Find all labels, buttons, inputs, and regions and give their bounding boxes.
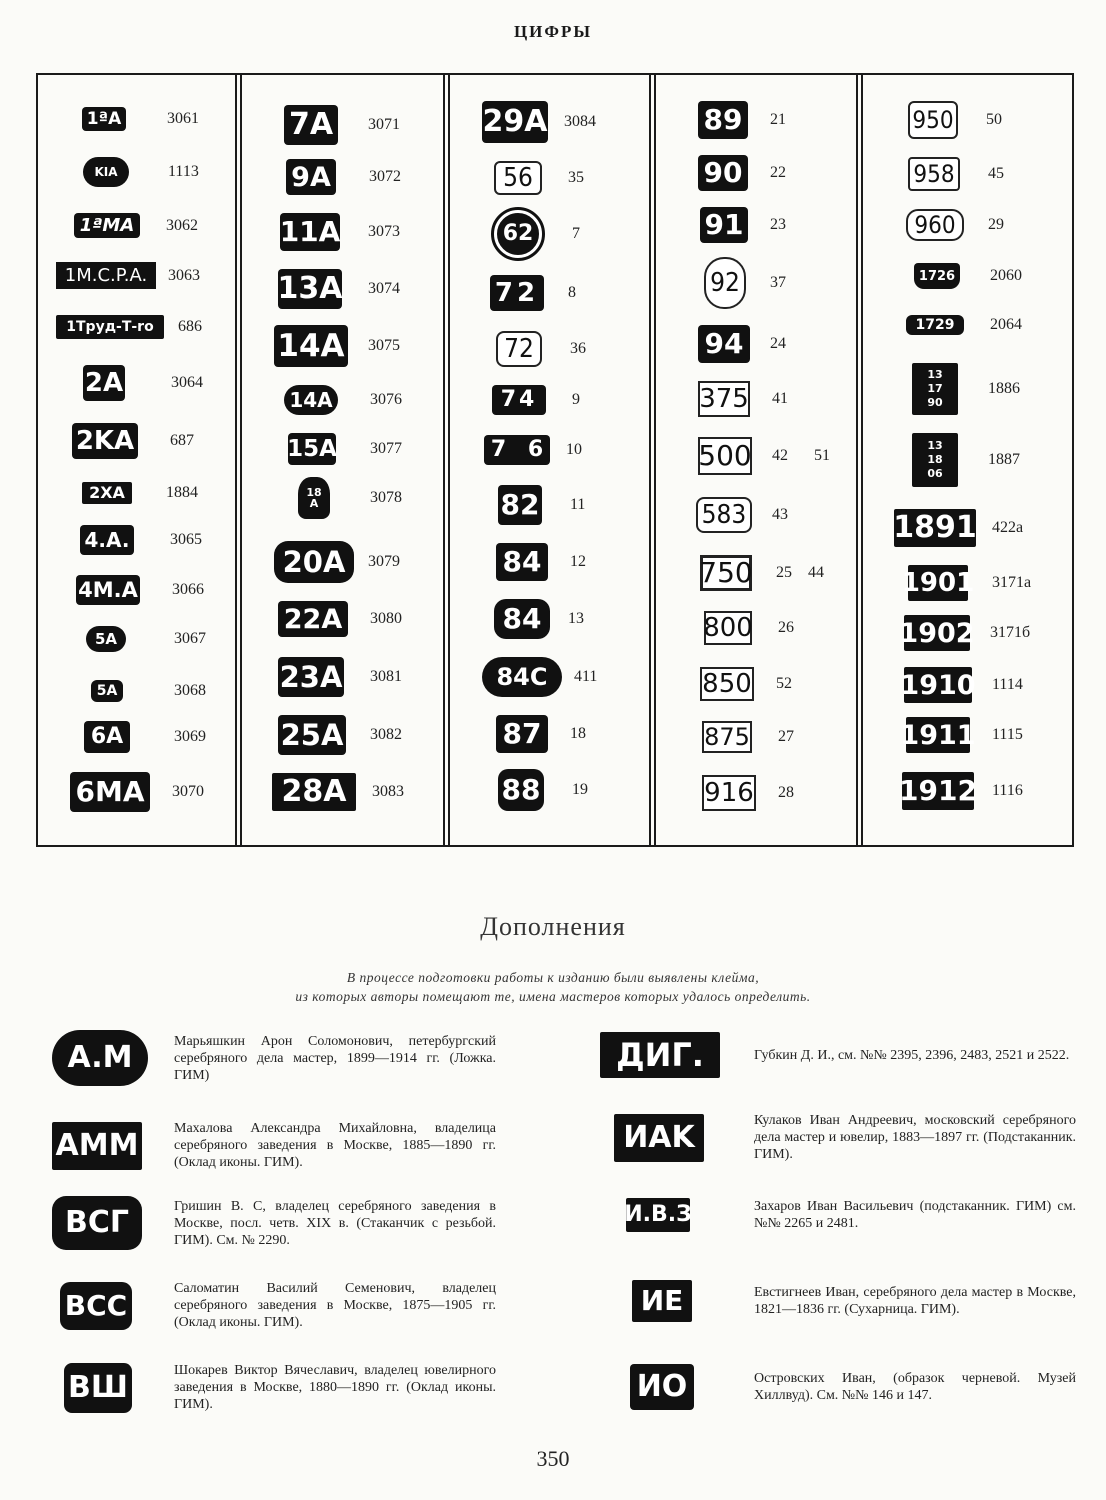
hallmark: 7A [284, 105, 338, 145]
entry-description: Махалова Александра Михайловна, владелица серебряного заведения в Москве, 1885—1890 гг. (Оклад иконы. ГИМ). [174, 1121, 496, 1170]
catalog-number: 3171б [990, 624, 1031, 641]
hallmark: 88 [498, 769, 544, 811]
hallmark: 25A [278, 715, 346, 755]
hallmark: KIA [83, 157, 129, 187]
entry-description: Шокарев Виктор Вячеславич, владелец ювелирного заведения в Москве, 1880—1890 гг. (Оклад иконы. ГИМ). [174, 1363, 496, 1412]
mark-row [914, 263, 1022, 289]
hallmark: 13 17 90 [912, 363, 958, 415]
hallmark: 4M.A [76, 575, 140, 605]
catalog-number: 7 [572, 225, 580, 242]
catalog-number: 3073 [368, 223, 400, 240]
hallmark: 1910 [904, 667, 972, 703]
hallmark: ИAK [614, 1114, 704, 1162]
mark-row [83, 365, 203, 401]
hallmark: 850 [700, 667, 754, 701]
hallmark: 5A [86, 626, 126, 652]
catalog-number: 3068 [174, 682, 206, 699]
mark-row [698, 381, 788, 417]
mark-row [704, 257, 786, 309]
hallmark: 1729 [906, 315, 964, 335]
catalog-number: 411 [574, 668, 598, 685]
catalog-number: 1886 [988, 380, 1020, 397]
mark-row [288, 433, 402, 465]
catalog-number: 13 [568, 610, 584, 627]
catalog-number: 12 [570, 553, 586, 570]
catalog-number: 45 [988, 165, 1004, 182]
hallmark: 2KA [72, 423, 138, 459]
hallmark: 91 [700, 207, 748, 243]
hallmark: 14A [284, 385, 338, 415]
catalog-number: 3081 [370, 668, 402, 685]
hallmark: 87 [496, 715, 548, 753]
mark-row [278, 269, 400, 309]
catalog-number: 3065 [170, 531, 202, 548]
catalog-number: 9 [572, 391, 580, 408]
catalog-number: 42 [772, 447, 788, 464]
catalog-number: 26 [778, 619, 794, 636]
catalog-number: 37 [770, 274, 786, 291]
hallmark: 1ªMA [74, 213, 140, 238]
catalog-number: 1884 [166, 484, 198, 501]
hallmark: 14A [274, 325, 348, 367]
mark-row [82, 107, 199, 131]
catalog-number: 11 [570, 496, 586, 513]
mark-row [80, 525, 202, 555]
hallmark: 1891 [893, 510, 977, 545]
hallmark: 89 [698, 101, 748, 139]
hallmark: 583 [696, 497, 752, 533]
mark-row [278, 601, 402, 637]
hallmark: 5A [91, 680, 123, 702]
catalog-number: 2060 [990, 267, 1022, 284]
mark-row [74, 213, 198, 238]
catalog-number: 3062 [166, 216, 198, 234]
mark-row [704, 611, 794, 645]
hallmark: ИО [630, 1364, 694, 1410]
hallmark: 916 [702, 775, 756, 811]
hallmark: И.В.З [626, 1198, 690, 1232]
hallmark: BCГ [52, 1196, 142, 1250]
hallmark: 72 [496, 331, 542, 367]
marks-table [36, 73, 1074, 847]
catalog-number-secondary: 51 [814, 447, 830, 464]
catalog-number: 43 [772, 506, 788, 523]
catalog-number: 8 [568, 284, 576, 301]
mark-row [82, 482, 198, 504]
intro-line: В процессе подготовки работы к изданию были выявлены клейма, [346, 970, 760, 985]
catalog-number: 19 [572, 781, 588, 798]
catalog-number: 3067 [174, 630, 206, 647]
mark-row [278, 657, 402, 697]
hallmark: 84 [496, 543, 548, 581]
supplement-entry [630, 1364, 1076, 1410]
catalog-number: 1114 [992, 676, 1023, 693]
hallmark: 29A [482, 101, 548, 143]
hallmark: 2XA [82, 482, 132, 504]
hallmark: 1901 [908, 565, 968, 601]
hallmark: 1ªA [82, 107, 126, 131]
mark-row [496, 543, 586, 581]
entry-description: Саломатин Василий Семенович, владелец серебряного заведения в Москве, 1875—1905 гг. (Оклад иконы. ГИМ). [174, 1281, 496, 1330]
mark-row [899, 772, 1023, 810]
hallmark: 20A [274, 541, 354, 583]
mark-row [496, 331, 586, 367]
entry-description: Гришин В. С, владелец серебряного заведения в Москве, посл. четв. XIX в. (Стаканчик с резьбой. ГИМ). См. № 2290. [174, 1198, 496, 1248]
hallmark: 18 A [298, 477, 330, 519]
catalog-number: 52 [776, 675, 792, 692]
mark-row [76, 575, 204, 605]
hallmark: 4.A. [80, 525, 134, 555]
catalog-number: 25 [776, 564, 792, 581]
page-number: 350 [536, 1446, 570, 1471]
mark-row [286, 159, 401, 195]
catalog-number: 3066 [172, 581, 204, 598]
hallmark: 875 [702, 721, 752, 753]
supplement-intro [150, 968, 956, 1006]
catalog-number: 3077 [370, 440, 402, 457]
hallmark: 22A [278, 601, 348, 637]
mark-row [280, 213, 400, 251]
supplement-entry [626, 1198, 1076, 1232]
mark-row [84, 721, 206, 753]
catalog-number: 3075 [368, 337, 400, 354]
catalog-number: 3071 [368, 116, 400, 133]
supplement-entry [614, 1112, 1076, 1163]
catalog-number: 3074 [368, 280, 400, 297]
supplement-entry [52, 1030, 496, 1086]
catalog-number: 3076 [370, 391, 402, 408]
entry-description: Марьяшкин Арон Соломонович, петербургский серебряного дела мастер, 1899—1914 гг. (Ложка. ГИМ) [174, 1033, 496, 1083]
hallmark: BCC [60, 1282, 132, 1330]
catalog-number: 3064 [171, 374, 203, 391]
hallmark: 1902 [904, 615, 970, 651]
entry-description: Евстигнеев Иван, серебряного дела мастер в Москве, 1821—1836 гг. (Сухарница. ГИМ). [754, 1285, 1076, 1317]
mark-row [278, 715, 402, 755]
mark-row [498, 769, 588, 811]
mark-row [698, 437, 830, 475]
supplement-entry [52, 1120, 496, 1171]
catalog-number: 2064 [990, 316, 1022, 333]
catalog-number: 3063 [168, 266, 200, 284]
mark-row [698, 155, 786, 191]
catalog-number: 1116 [992, 782, 1023, 799]
mark-row [899, 615, 1031, 651]
mark-row [298, 477, 402, 519]
column-divider [235, 75, 242, 845]
mark-row [272, 773, 404, 811]
catalog-number: 27 [778, 728, 794, 745]
catalog-number: 29 [988, 216, 1004, 233]
catalog-number: 1115 [992, 726, 1023, 743]
catalog-number: 3061 [167, 110, 199, 127]
hallmark: 15A [288, 433, 336, 465]
hallmark: 375 [698, 381, 750, 417]
mark-row [70, 772, 204, 812]
catalog-number: 3171а [992, 574, 1032, 591]
mark-row [490, 275, 576, 311]
mark-row [908, 101, 1002, 139]
supplement-title: Дополнения [480, 912, 626, 941]
mark-row [700, 207, 786, 243]
column-divider [856, 75, 863, 845]
entry-description: Островских Иван, (образок черневой. Музей Хиллвуд). См. №№ 146 и 147. [754, 1371, 1076, 1403]
mark-row [696, 497, 788, 533]
hallmark: 750 [699, 556, 753, 589]
hallmark: 1911 [906, 717, 970, 753]
mark-row [700, 555, 824, 591]
mark-row [91, 680, 206, 702]
mark-row [496, 715, 586, 753]
mark-row [702, 775, 794, 811]
mark-row [83, 157, 199, 187]
supplement-entry [600, 1032, 1076, 1078]
mark-row [274, 541, 400, 583]
mark-row [494, 599, 584, 639]
catalog-number: 687 [170, 432, 194, 449]
catalog-number: 3080 [370, 610, 402, 627]
catalog-number: 50 [986, 111, 1002, 128]
hallmark: 72 [490, 275, 544, 311]
hallmark: AMM [52, 1122, 142, 1170]
hallmark: 950 [908, 101, 958, 139]
catalog-number: 3084 [564, 113, 596, 130]
hallmark: 13 18 06 [912, 433, 958, 487]
hallmark: BШ [64, 1363, 132, 1413]
catalog-number-secondary: 44 [808, 564, 824, 581]
mark-row [72, 423, 194, 459]
hallmark: A.M [52, 1030, 148, 1086]
mark-row [284, 105, 400, 145]
hallmark: 1Труд-Т-ro [56, 315, 164, 339]
hallmark: 23A [278, 657, 344, 697]
mark-row [702, 721, 794, 753]
mark-row [912, 433, 1020, 487]
catalog-number: 422а [992, 519, 1024, 536]
supplement-entry [632, 1280, 1076, 1322]
mark-row [498, 485, 585, 525]
catalog-number: 24 [770, 335, 786, 352]
hallmark: 9A [286, 159, 336, 195]
hallmark: 1M.C.P.A. [56, 262, 156, 289]
mark-row [284, 385, 402, 415]
mark-row [86, 626, 206, 652]
supplement-entry [52, 1196, 496, 1250]
hallmark: 28A [272, 773, 356, 811]
mark-row [698, 325, 786, 363]
hallmark: 92 [704, 257, 746, 309]
catalog-number: 35 [568, 169, 584, 186]
mark-row [698, 101, 786, 139]
hallmark: 84 [494, 599, 550, 639]
catalog-number: 686 [178, 318, 202, 335]
catalog-number: 1887 [988, 451, 1020, 468]
catalog-number: 18 [570, 725, 586, 742]
column-divider [649, 75, 656, 845]
catalog-number: 21 [770, 111, 786, 128]
supplement-entry [64, 1362, 496, 1413]
hallmark: 11A [280, 213, 340, 251]
mark-row [484, 435, 582, 465]
mark-row [482, 101, 596, 143]
page-title: ЦИФРЫ [513, 22, 593, 41]
mark-row [494, 161, 584, 195]
hallmark: 90 [698, 155, 748, 191]
mark-row [56, 315, 202, 339]
mark-row [894, 509, 1023, 547]
entry-description: Кулаков Иван Андреевич, московский серебряного дела мастер и ювелир, 1883—1897 гг. (Подстаканник. ГИМ). [754, 1113, 1076, 1162]
hallmark: ДИГ. [600, 1032, 720, 1078]
mark-row [906, 209, 1004, 241]
hallmark: 74 [492, 385, 546, 415]
catalog-number: 3083 [372, 783, 404, 800]
mark-row [492, 385, 580, 415]
hallmark: 2A [83, 365, 125, 401]
catalog-number: 41 [772, 390, 788, 407]
hallmark: 1912 [902, 772, 974, 810]
catalog-number: 3069 [174, 728, 206, 745]
catalog-number: 3082 [370, 726, 402, 743]
mark-row [908, 157, 1004, 191]
catalog-number: 3078 [370, 489, 402, 506]
entry-description: Захаров Иван Васильевич (подстаканник. ГИМ) см. №№ 2265 и 2481. [754, 1199, 1076, 1231]
hallmark: 94 [698, 325, 750, 363]
hallmark: 500 [698, 437, 752, 475]
mark-row [482, 657, 597, 697]
catalog-number: 36 [570, 340, 586, 357]
hallmark: 1726 [914, 263, 960, 289]
mark-row [900, 717, 1023, 753]
hallmark: 13A [278, 269, 342, 309]
hallmark: 6MA [70, 772, 150, 812]
entry-description: Губкин Д. И., см. №№ 2395, 2396, 2483, 2521 и 2522. [754, 1047, 1070, 1063]
catalog-number: 3079 [368, 553, 400, 570]
mark-row [901, 565, 1032, 601]
hallmark: 960 [906, 209, 964, 241]
catalog-number: 10 [566, 441, 582, 458]
column-divider [443, 75, 450, 845]
intro-line: из которых авторы помещают те, имена мастеров которых удалось определить. [295, 989, 811, 1004]
hallmark: 62 [494, 210, 542, 258]
mark-row [56, 262, 200, 289]
catalog-number: 3070 [172, 783, 204, 800]
mark-row [912, 363, 1020, 415]
mark-row [900, 667, 1023, 703]
catalog-number: 22 [770, 164, 786, 181]
catalog-number: 23 [770, 216, 786, 233]
catalog-number: 3072 [369, 168, 401, 185]
hallmark: 800 [703, 613, 753, 643]
hallmark: ИЕ [632, 1280, 692, 1322]
catalog-number: 1113 [168, 163, 199, 180]
mark-row [274, 325, 400, 367]
hallmark: 958 [908, 157, 960, 191]
hallmark: 56 [494, 161, 542, 195]
catalog-number: 28 [778, 784, 794, 801]
hallmark: 82 [498, 485, 542, 525]
mark-row [700, 667, 792, 701]
supplement-entry [60, 1280, 496, 1331]
hallmark: 6A [84, 721, 130, 753]
mark-row [494, 210, 580, 258]
hallmark: 84С [482, 657, 562, 697]
mark-row [906, 315, 1022, 335]
hallmark: 7 6 [484, 435, 550, 465]
